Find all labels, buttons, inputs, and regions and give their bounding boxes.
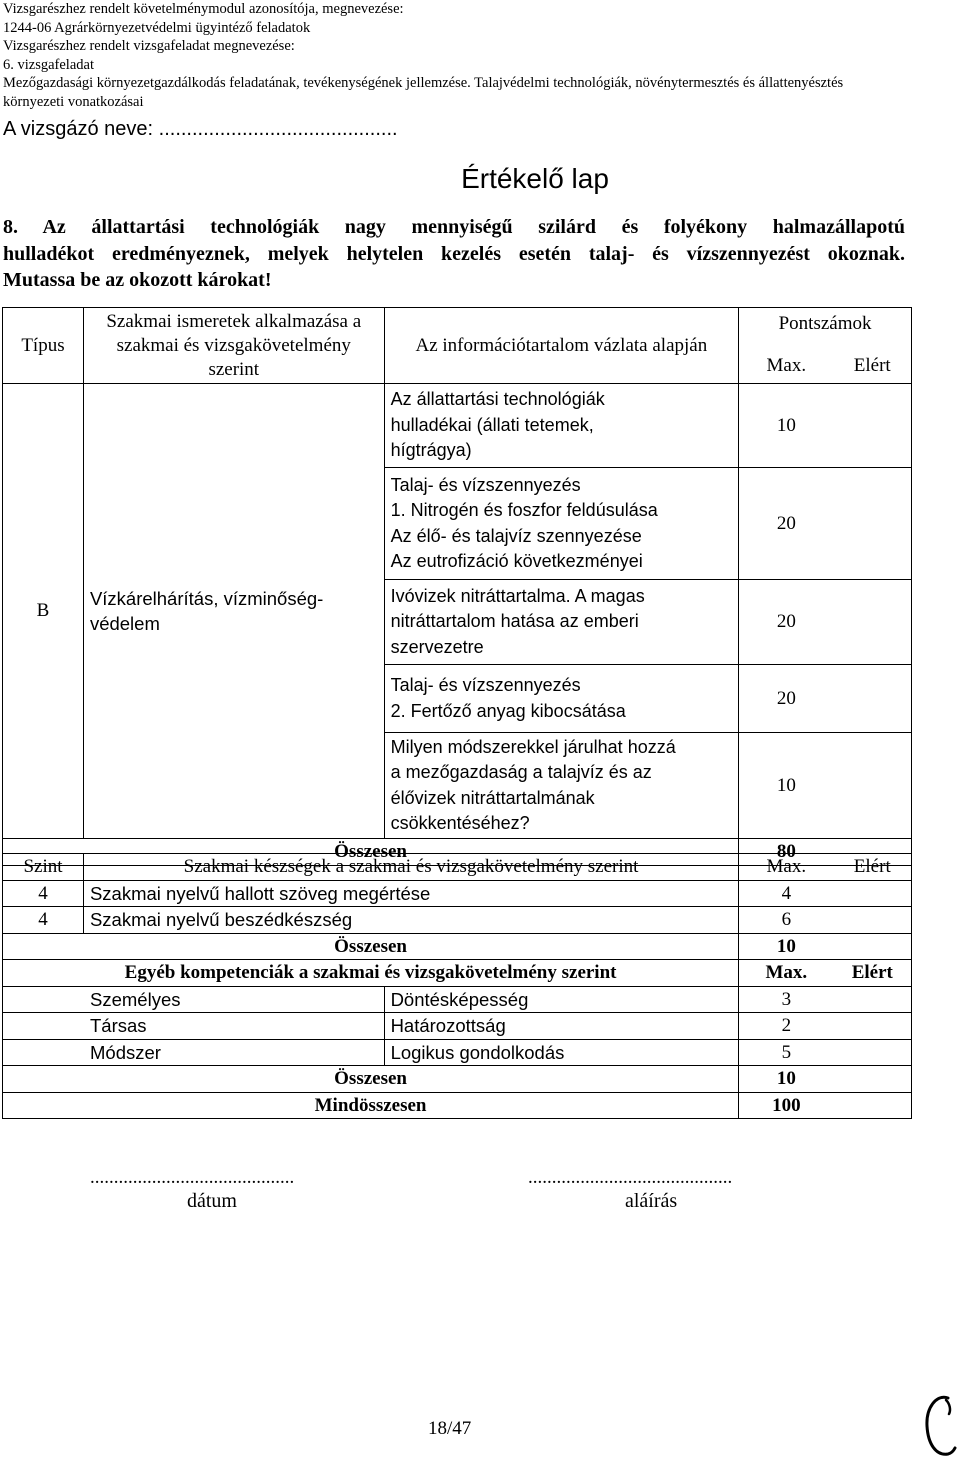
skills-total-elert: [834, 933, 912, 960]
info-line: hulladékai (állati tetemek,: [390, 414, 594, 435]
row-max: 10: [739, 384, 834, 468]
skill-elert: [834, 880, 912, 907]
row-elert: [834, 580, 912, 665]
comp-max: 3: [739, 986, 834, 1013]
info-line: 1. Nitrogén és foszfor feldúsulása: [390, 500, 658, 520]
skill-level: 4: [3, 907, 84, 934]
skill-level: 4: [3, 880, 84, 907]
comp-max: 2: [739, 1013, 834, 1040]
question-line: Mutassa be az okozott károkat!: [3, 269, 272, 291]
info-row-2: [384, 468, 739, 580]
info-line: 2. Fertőző anyag kibocsátása: [390, 700, 626, 721]
question-text: [3, 214, 905, 294]
header-szint: Szint: [3, 854, 84, 881]
skill-cell: Vízkárelhárítás, vízminőség-védelem: [83, 384, 384, 839]
info-line: Az élő- és talajvíz szennyezése: [390, 525, 642, 546]
info-row-4: [384, 665, 739, 733]
header-line: környezeti vonatkozásai: [3, 93, 144, 110]
comp-elert: [834, 986, 912, 1013]
skill-label: Szakmai nyelvű beszédkészség: [83, 907, 738, 934]
comp-name: Döntésképesség: [384, 986, 739, 1013]
info-line: Talaj- és vízszennyezés: [390, 675, 581, 695]
info-line: Talaj- és vízszennyezés: [390, 474, 581, 495]
info-line: a mezőgazdaság a talajvíz és az: [390, 762, 652, 782]
header-elert: Elért: [834, 348, 912, 384]
comp-header-max: Max.: [739, 960, 834, 987]
header-line: Vizsgarészhez rendelt vizsgafeladat megnevezése:: [3, 38, 295, 55]
comp-total-elert: [834, 1066, 912, 1093]
comp-category: Társas: [3, 1013, 385, 1040]
header-pontszamok: Pontszámok: [739, 308, 912, 348]
grand-total-max: 100: [739, 1092, 834, 1119]
comp-elert: [834, 1013, 912, 1040]
info-row-3: [384, 580, 739, 665]
info-line: csökkentéséhez?: [390, 813, 530, 833]
info-line: hígtrágya): [390, 440, 472, 461]
row-elert: [834, 733, 912, 839]
header-szakmai: Szakmai ismeretek alkalmazása a szakmai és vizsgakövetelmény szerint: [83, 308, 384, 384]
comp-category: Személyes: [3, 986, 385, 1013]
info-row-5: [384, 733, 739, 839]
page-number: 18/47: [428, 1418, 472, 1439]
comp-name: Logikus gondolkodás: [384, 1039, 739, 1066]
evaluation-table: [2, 307, 912, 866]
question-line: hulladékot eredményeznek, melyek helytelen kezelés esetén talaj- és vízszennyezést okoznak.: [3, 242, 905, 265]
skills-total-max: 10: [739, 933, 834, 960]
grand-total-label: Mindösszesen: [3, 1092, 739, 1119]
row-max: 20: [739, 580, 834, 665]
comp-header-label: Egyéb kompetenciák a szakmai és vizsgakövetelmény szerint: [3, 960, 739, 987]
info-row-1: [384, 384, 739, 468]
total-label: Összesen: [3, 839, 739, 866]
skill-max: 6: [739, 907, 834, 934]
date-line: ...........................................: [90, 1167, 295, 1188]
header-line: 1244-06 Agrárkörnyezetvédelmi ügyintéző feladatok: [3, 19, 311, 36]
info-line: nitráttartalom hatása az emberi: [390, 611, 639, 632]
row-elert: [834, 384, 912, 468]
row-elert: [834, 468, 912, 580]
header-elert: Elért: [834, 854, 912, 881]
question-line: 8. Az állattartási technológiák nagy mennyiségű szilárd és folyékony halmazállapotú: [3, 216, 905, 238]
page-title: Értékelő lap: [461, 163, 609, 194]
row-elert: [834, 665, 912, 733]
comp-max: 5: [739, 1039, 834, 1066]
skills-total-label: Összesen: [3, 933, 739, 960]
comp-name: Határozottság: [384, 1013, 739, 1040]
header-line: Mezőgazdasági környezetgazdálkodás feladatának, tevékenységének jellemzése. Talajvédelmi technológiák, növénytermesztés és állattenyésztés: [3, 75, 844, 92]
skills-table: [2, 853, 912, 1119]
grand-total-elert: [834, 1092, 912, 1119]
comp-category: Módszer: [3, 1039, 385, 1066]
header-line: 6. vizsgafeladat: [3, 56, 94, 73]
skill-label: Szakmai nyelvű hallott szöveg megértése: [83, 880, 738, 907]
header-line: Vizsgarészhez rendelt követelménymodul azonosítója, megnevezése:: [3, 1, 404, 17]
comp-total-label: Összesen: [3, 1066, 739, 1093]
info-line: Az eutrofizáció következményei: [390, 551, 643, 571]
info-line: Milyen módszerekkel járulhat hozzá: [390, 736, 676, 757]
comp-elert: [834, 1039, 912, 1066]
comp-total-max: 10: [739, 1066, 834, 1093]
skill-elert: [834, 907, 912, 934]
skill-max: 4: [739, 880, 834, 907]
row-max: 20: [739, 468, 834, 580]
info-line: Ivóvizek nitráttartalma. A magas: [390, 585, 645, 606]
header-max: Max.: [739, 854, 834, 881]
header-info: Az információtartalom vázlata alapján: [384, 308, 739, 384]
info-line: élővizek nitráttartalmának: [390, 787, 595, 808]
type-cell: B: [3, 384, 84, 839]
header-tipus: Típus: [3, 308, 84, 384]
document-header: [3, 0, 843, 112]
total-max: 80: [739, 839, 834, 866]
header-skills-label: Szakmai készségek a szakmai és vizsgakövetelmény szerint: [83, 854, 738, 881]
signature-label: aláírás: [625, 1190, 678, 1212]
date-label: dátum: [187, 1190, 237, 1212]
signature-line: ...........................................: [528, 1167, 733, 1188]
comp-header-elert: Elért: [834, 960, 912, 987]
candidate-name-label: A vizsgázó neve: ...........................................: [3, 118, 398, 140]
header-max: Max.: [739, 348, 834, 384]
info-line: szervezetre: [390, 636, 484, 657]
row-max: 20: [739, 665, 834, 733]
info-line: Az állattartási technológiák: [390, 389, 605, 410]
row-max: 10: [739, 733, 834, 839]
handwritten-initial: [918, 1390, 958, 1460]
